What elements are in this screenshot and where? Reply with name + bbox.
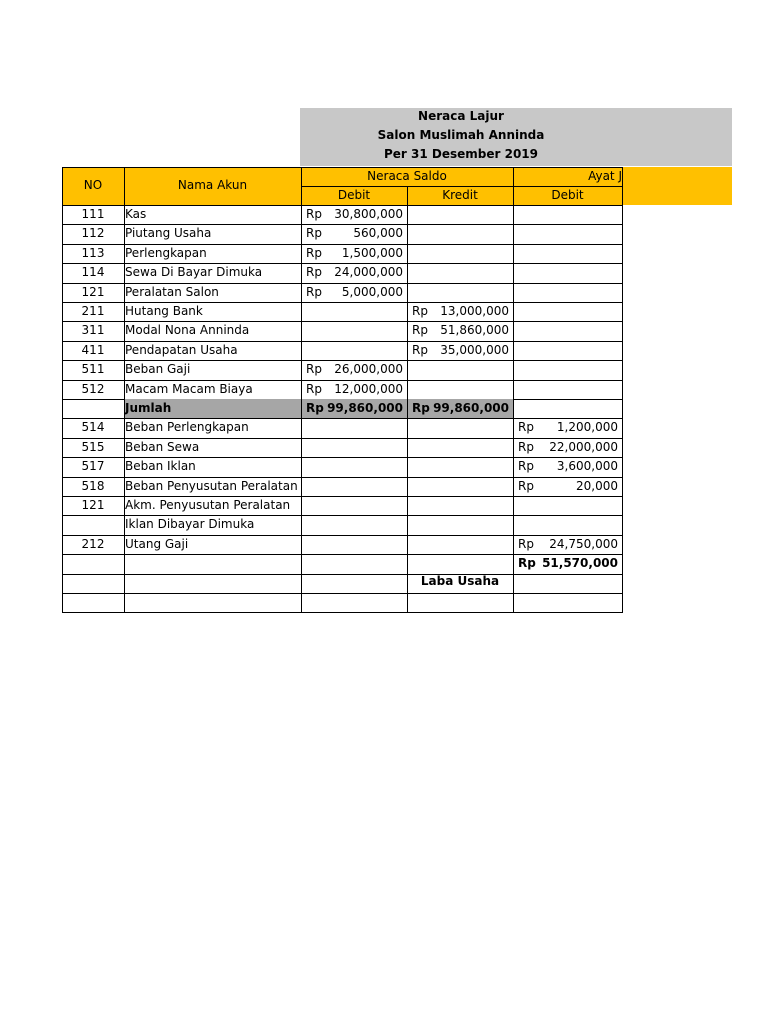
currency-label: Rp [306,362,322,376]
account-name [125,554,301,573]
header-ayat: Ayat J [588,169,622,183]
header-right-fill [622,167,732,205]
account-name: Piutang Usaha [125,226,212,240]
ayat-debit-amount: 3,600,000 [556,459,618,473]
ayat-debit-amount: 24,750,000 [549,537,618,551]
account-name: Sewa Di Bayar Dimuka [125,265,263,279]
report-period: Per 31 Desember 2019 [383,147,538,161]
account-number: 518 [81,479,105,493]
company-name: Salon Muslimah Anninda [377,128,545,142]
currency-label: Rp [518,537,534,551]
account-number [62,574,124,593]
laba-usaha-label: Laba Usaha [420,574,500,588]
account-number [62,515,124,534]
column-divider [62,167,63,613]
currency-label: Rp [518,459,534,473]
header-ayat-debit: Debit [551,188,584,202]
debit-amount: 12,000,000 [334,382,403,396]
account-name: Pendapatan Usaha [125,343,238,357]
kredit-amount: 99,860,000 [433,401,509,415]
account-name: Modal Nona Anninda [125,323,250,337]
header-debit: Debit [337,188,371,202]
ayat-debit-amount: 51,570,000 [542,556,618,570]
account-number: 512 [81,382,105,396]
account-number: 517 [81,459,105,473]
currency-label: Rp [306,226,322,240]
debit-amount: 1,500,000 [341,246,403,260]
account-number: 211 [81,304,105,318]
account-number: 113 [81,246,105,260]
currency-label: Rp [306,207,322,221]
currency-label: Rp [412,401,430,415]
account-number: 515 [81,440,105,454]
account-number: 114 [81,265,105,279]
header-bottom-border [62,205,622,206]
kredit-amount: 35,000,000 [440,343,509,357]
account-name: Akm. Penyusutan Peralatan [125,498,291,512]
currency-label: Rp [518,420,534,434]
currency-label: Rp [306,401,324,415]
account-name: Beban Perlengkapan [125,420,249,434]
currency-label: Rp [306,285,322,299]
account-name: Kas [125,207,147,221]
account-name: Iklan Dibayar Dimuka [125,517,255,531]
account-name: Beban Gaji [125,362,191,376]
account-number: 511 [81,362,105,376]
ayat-debit-amount: 22,000,000 [549,440,618,454]
account-name [125,593,301,612]
account-number: 112 [81,226,105,240]
report-title: Neraca Lajur [418,109,504,123]
column-divider [301,167,302,613]
currency-label: Rp [306,265,322,279]
header-kredit: Kredit [442,188,478,202]
account-number [62,554,124,573]
account-number: 111 [81,207,105,221]
ayat-debit-amount: 20,000 [576,479,618,493]
account-name: Jumlah [125,401,172,415]
column-divider [124,167,125,613]
column-divider [407,186,408,613]
currency-label: Rp [518,556,536,570]
account-number: 121 [81,498,105,512]
account-name: Hutang Bank [125,304,203,318]
column-divider [513,167,514,613]
currency-label: Rp [518,440,534,454]
account-name: Beban Sewa [125,440,200,454]
account-name: Utang Gaji [125,537,189,551]
currency-label: Rp [412,343,428,357]
account-name [125,574,301,593]
ayat-debit-amount: 1,200,000 [556,420,618,434]
debit-amount: 99,860,000 [327,401,403,415]
debit-amount: 30,800,000 [334,207,403,221]
column-divider [622,167,623,613]
debit-amount: 26,000,000 [334,362,403,376]
account-number: 212 [81,537,105,551]
account-name: Peralatan Salon [125,285,219,299]
debit-amount: 560,000 [353,226,403,240]
account-number: 411 [81,343,105,357]
header-no: NO [83,178,103,192]
account-number [62,593,124,612]
header-top-border [62,167,622,168]
account-number [62,399,124,418]
account-number: 514 [81,420,105,434]
account-name: Macam Macam Biaya [125,382,253,396]
currency-label: Rp [306,382,322,396]
account-name: Beban Penyusutan Peralatan [125,479,298,493]
account-number: 121 [81,285,105,299]
header-nama-akun: Nama Akun [177,178,248,192]
account-name: Perlengkapan [125,246,207,260]
header-mid-border [301,186,622,187]
kredit-amount: 13,000,000 [440,304,509,318]
currency-label: Rp [518,479,534,493]
debit-amount: 5,000,000 [341,285,403,299]
account-number: 311 [81,323,105,337]
debit-amount: 24,000,000 [334,265,403,279]
account-name: Beban Iklan [125,459,196,473]
header-neraca-saldo: Neraca Saldo [367,169,447,183]
currency-label: Rp [412,323,428,337]
kredit-amount: 51,860,000 [440,323,509,337]
currency-label: Rp [306,246,322,260]
row-divider [62,612,622,613]
currency-label: Rp [412,304,428,318]
